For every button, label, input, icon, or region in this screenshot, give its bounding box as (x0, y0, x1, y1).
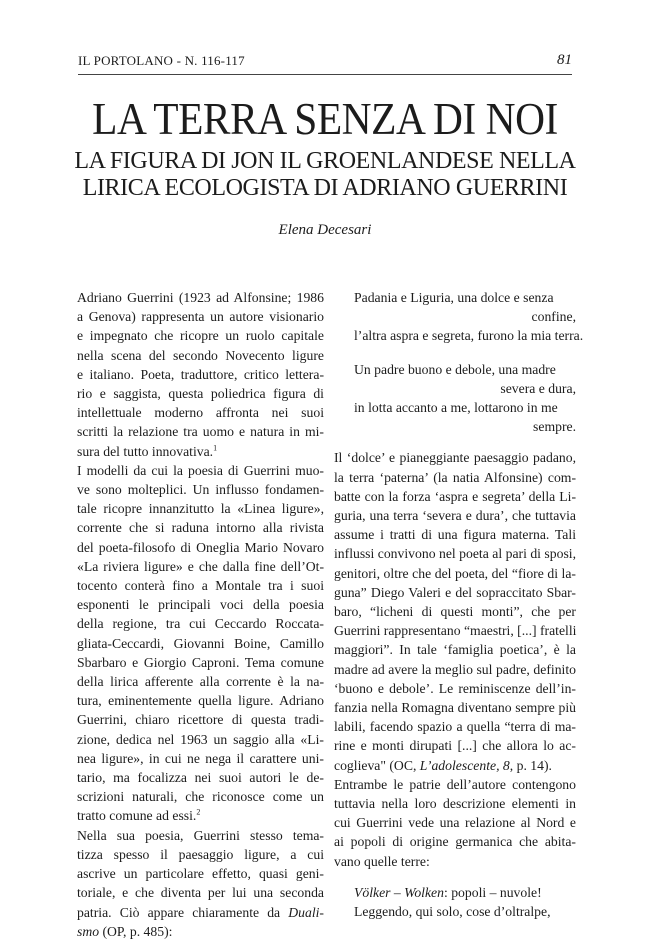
verse-line: sempre. (533, 419, 576, 435)
text-line: intellettuale moderno affronta nei suoi (77, 405, 324, 421)
text-line: I modelli da cui la poesia di Guerrini muo- (77, 462, 324, 478)
text-line: madre ad avere la meglio sul padre, definito (334, 661, 576, 677)
section-gap (334, 871, 576, 883)
text-line: tocento conterà fino a Montale tra i suoi (77, 578, 324, 594)
text-line: gliata-Ceccardi, Giovanni Boine, Camillo (77, 635, 324, 651)
subtitle-line: LA FIGURA DI JON IL GROENLANDESE NELLA (74, 148, 576, 174)
verse-quote-3 (334, 883, 576, 921)
verse-italic: Völker – Wolken (354, 884, 444, 900)
text-segment: patria. Ciò appare chiaramente da (77, 904, 281, 920)
text-line: Entrambe le patrie dell’autore contengono (334, 776, 576, 792)
article-title: LA TERRA SENZA DI NOI (92, 94, 558, 144)
journal-name: IL PORTOLANO - N. 116-117 (78, 53, 245, 68)
text-line: e impegnato che ricopre un ruolo capitale (77, 328, 324, 344)
text-line: della regione, tra cui Ceccardo Roccata- (77, 616, 324, 632)
verse-line: in lotta accanto a me, lottarono in me (354, 400, 558, 416)
text-line: scritti la relazione tra uomo e natura in mi- (77, 424, 324, 440)
text-line (77, 903, 324, 922)
text-line: la terra ‘paterna’ (la natia Alfonsine) com- (334, 469, 576, 485)
page-number: 81 (557, 52, 572, 68)
text-line: assume i tratti di una figura materna. Tali (334, 527, 576, 543)
text-line: zione, dedica nel 1963 un saggio alla «Li- (77, 731, 324, 747)
verse-line: Padania e Liguria, una dolce e senza (354, 290, 554, 305)
verse-quote-1 (334, 288, 584, 346)
article-subtitle (60, 148, 590, 202)
text-line: tale ricopre innanzitutto la «Linea ligure», (77, 501, 324, 517)
section-gap (334, 436, 576, 448)
verse-line: severa e dura, (500, 380, 576, 396)
text-line: a Genova) rappresenta un autore visionario (77, 309, 324, 325)
text-line: nella scena del secondo Novecento ligure (77, 347, 324, 363)
text-line: batte con la forza ‘aspra e segreta’ della Li- (334, 488, 576, 504)
paragraph-4 (334, 448, 576, 774)
text-line: Il ‘dolce’ e pianeggiante paesaggio padano, (334, 450, 576, 466)
running-header (78, 53, 572, 73)
work-title: Duali- (288, 904, 324, 920)
verse-line: l’altra aspra e segreta, furono la mia terra. (354, 328, 584, 344)
text-line: rine e monti dirupati [...] che allora lo ac- (334, 738, 576, 754)
text-segment: coglieva" (OC, (334, 757, 420, 773)
verse-line: Un padre buono e debole, una madre (354, 361, 556, 377)
text-line (77, 922, 324, 941)
footnote-ref[interactable]: 2 (196, 807, 201, 817)
text-line: tura, eminentemente quella ligure. Adriano (77, 693, 324, 709)
text-line: tuttavia nella loro descrizione elementi in (334, 796, 576, 812)
text-segment: tratto comune ad essi. (77, 808, 197, 824)
text-line: Sbarbaro e Giorgio Caproni. Tema comune (77, 654, 324, 670)
text-segment: sura del tutto innovativa. (77, 443, 214, 459)
work-title: smo (77, 923, 100, 939)
article-author: Elena Decesari (278, 222, 372, 238)
work-title: L’adolescente, 8 (419, 757, 510, 773)
verse-line: confine, (531, 309, 576, 325)
text-line: fanzia nella Romagna diventano sempre più (334, 700, 576, 716)
text-line: e italiano. Poeta, traduttore, critico lettera- (77, 366, 324, 382)
header-rule (78, 74, 572, 75)
text-line: «La riviera ligure» e che dalla fine dell’Ot- (77, 558, 324, 574)
paragraph-3 (77, 826, 324, 941)
text-line: tizza spesso il paesaggio ligure, a cui (77, 846, 324, 862)
text-line: Guerrini rappresentano “maestri, [...] fratelli (334, 623, 577, 639)
text-line: del poeta-filosofo di Oneglia Mario Novaro (77, 539, 324, 555)
text-line: influssi convivono nel poeta al pari di sposi, (334, 546, 576, 562)
text-line: rio e saggista, questa poliedrica figura di (77, 386, 324, 402)
paragraph-1 (77, 288, 324, 461)
left-column (77, 288, 324, 941)
text-line: nea ligure», in cui ne nega il carattere uni- (77, 750, 324, 766)
text-segment: (OP, p. 485): (99, 923, 173, 939)
verse-line: Leggendo, qui solo, cose d’oltralpe, (354, 904, 551, 920)
text-line: Nella sua poesia, Guerrini stesso tema- (77, 827, 324, 843)
footnote-ref[interactable]: 1 (213, 443, 218, 453)
text-line: guna” Diego Valeri e del sopraccitato Sbar- (334, 584, 576, 600)
text-line: scrizioni naturali, che riconosce come un (77, 789, 324, 805)
text-line: vano quelle terre: (334, 853, 430, 869)
text-segment: : popoli – nuvole! (443, 884, 542, 900)
text-line: guria, una terra ‘severa e dura’, che tuttavia (334, 508, 576, 524)
text-line: esponenti le principali voci della poesia (77, 597, 324, 613)
text-line: ai popoli di origine germanica che abita- (334, 834, 576, 850)
text-line: ‘buono e debole’. Le reminiscenze dell’in- (334, 680, 576, 696)
stanza-break (334, 346, 576, 360)
right-column (334, 288, 584, 921)
paragraph-2 (77, 461, 324, 826)
text-line: ascrive un particolare effetto, quasi geni- (77, 866, 324, 882)
text-line (77, 442, 324, 461)
text-line: toriale, e che diventa per lui una seconda (77, 885, 324, 901)
text-line: Adriano Guerrini (1923 ad Alfonsine; 1986 (77, 290, 324, 305)
text-line: della lirica afferente alla corrente è la na- (77, 674, 324, 690)
text-segment: , p. 14). (509, 757, 552, 773)
text-line: Guerrini, chiaro ricettore di questa tradi- (77, 712, 324, 728)
text-line (334, 756, 576, 775)
text-line (77, 806, 324, 825)
text-line: maggiori”. In tale ‘famiglia poetica’, è la (334, 642, 576, 658)
verse-line (334, 883, 576, 902)
text-line: baro, “licheni di questi monti”, che per (334, 604, 576, 620)
paragraph-5 (334, 775, 576, 871)
text-line: ve sono molteplici. Un influsso fondamen- (77, 482, 324, 498)
verse-quote-2 (334, 360, 576, 437)
text-line: genitori, oltre che del poeta, del “fiore di la- (334, 565, 576, 581)
text-line: tario, ma focalizza nei suoi autori le de- (77, 770, 324, 786)
subtitle-line: LIRICA ECOLOGISTA DI ADRIANO GUERRINI (82, 175, 568, 201)
text-line: labili, facendo spazio a quella “terra di ma- (334, 719, 576, 735)
text-line: cui Guerrini vede una relazione al Nord e (334, 815, 576, 831)
text-line: corrente che si raduna intorno alla rivista (77, 520, 324, 536)
